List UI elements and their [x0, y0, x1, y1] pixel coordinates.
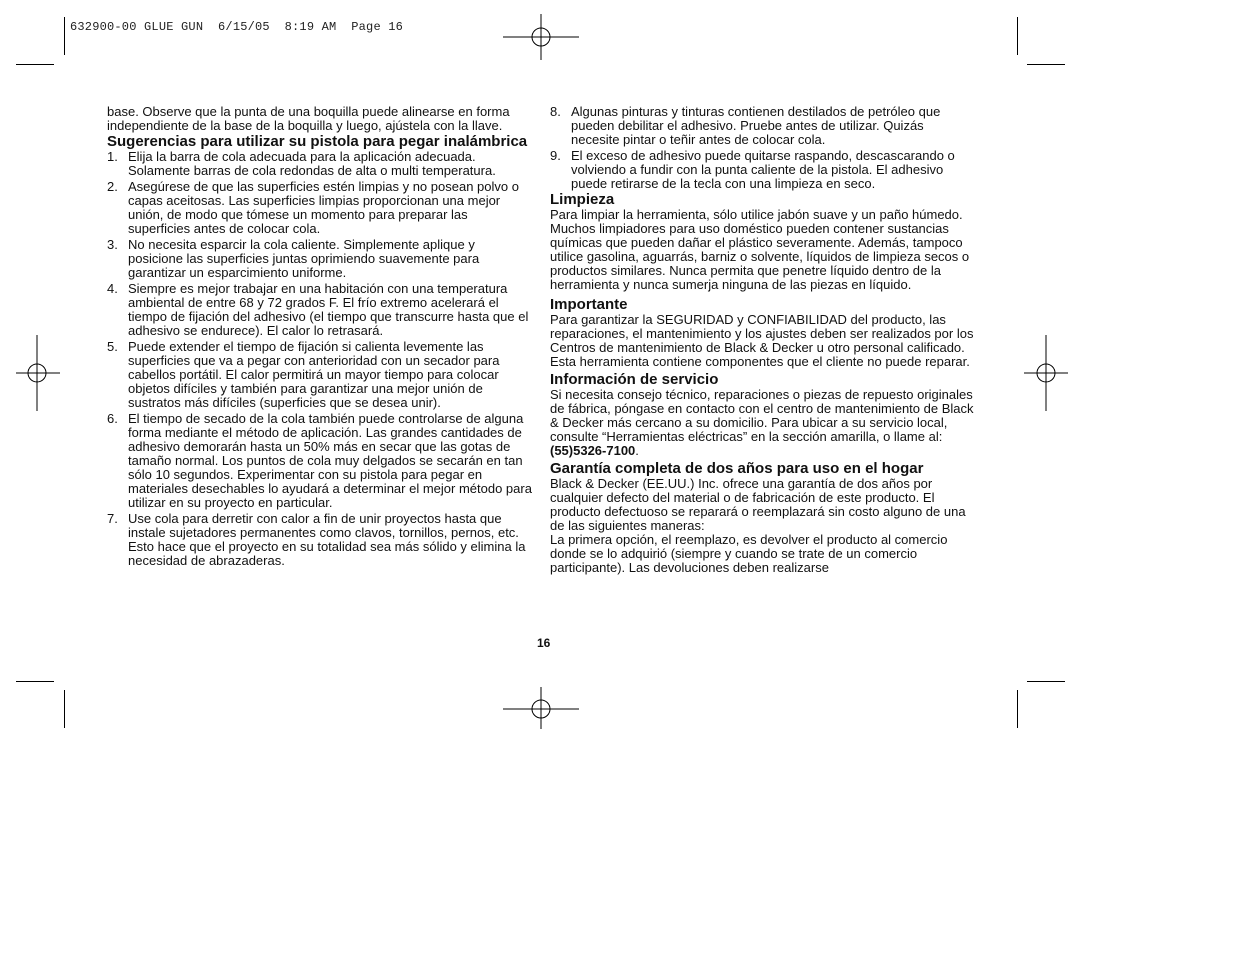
list-item: 3. No necesita esparcir la cola caliente. Simplemente aplique y posicione las superficies juntas oprimiendo suavemente para garantizar un esparcimiento uniforme. [107, 237, 480, 280]
crop-mark [16, 64, 54, 65]
list-item: 4. Siempre es mejor trabajar en una habitación con una temperatura ambiental de entre 68 y 72 grados F. El frío extremo acelerará el tiempo de fijación del adhesivo (el tiempo que transcurre hasta que el adhesivo se endurece). El calor lo retrasará. [107, 281, 529, 338]
list-item: 1. Elija la barra de cola adecuada para la aplicación adecuada. Solamente barras de cola redondas de alta o multi temperatura. [107, 149, 496, 178]
warranty-heading: Garantía completa de dos años para uso en el hogar [550, 460, 924, 477]
registration-mark-icon [1008, 335, 1084, 411]
cleaning-heading: Limpieza [550, 191, 615, 208]
cleaning-paragraph: Para limpiar la herramienta, sólo utilice jabón suave y un paño húmedo. Muchos limpiadores para uso doméstico pueden contener sustancias químicas que pueden dañar el plástico severamente. Además, tampoco utilice gasolina, aguarrás, barniz o solvente, líquidos de limpieza secos o productos similares. Nunca permita que penetre líquido dentro de la herramienta y nunca sumerja ninguna de las piezas en líquido. [550, 207, 970, 292]
registration-mark-icon [503, 0, 579, 76]
crop-mark [64, 17, 65, 55]
crop-mark [1027, 64, 1065, 65]
warranty-paragraph: Black & Decker (EE.UU.) Inc. ofrece una garantía de dos años por cualquier defecto del material o de fabricación de este producto. El producto defectuoso se reparará o reemplazará sin costo alguno de una de las siguientes maneras: [550, 476, 966, 533]
intro-paragraph: base. Observe que la punta de una boquilla puede alinearse en forma independiente de la base de la boquilla y luego, ajústela con la llave. [107, 104, 510, 133]
tips-list-continued [550, 105, 975, 191]
list-item: 6. El tiempo de secado de la cola también puede controlarse de alguna forma mediante el método de aplicación. Las grandes cantidades de adhesivo demorarán hasta un 50% más en secar que las gotas de tamaño normal. Los puntos de cola muy delgados se secarán en tan sólo 10 segundos. Experimentar con su pistola para pegar en materiales desechables lo ayudará a determinar el mejor método para utilizar en su proyecto en particular. [107, 411, 532, 510]
list-item: 5. Puede extender el tiempo de fijación si calienta levemente las superficies que va a pegar con anterioridad con un secador para cabellos portátil. El calor permitirá un mayor tiempo para colocar objetos difíciles y también para garantizar una mejor unión de sustratos más difíciles (superficies que se desea unir). [107, 339, 500, 410]
crop-mark [16, 681, 54, 682]
service-heading: Información de servicio [550, 371, 719, 388]
crop-mark [64, 690, 65, 728]
registration-mark-icon [503, 673, 579, 749]
tips-list [107, 150, 532, 568]
list-item: 7. Use cola para derretir con calor a fin de unir proyectos hasta que instale sujetadores permanentes como clavos, tornillos, pernos, etc. Esto hace que el proyecto en su totalidad sea más sólido y elimina la necesidad de abrazaderas. [107, 511, 526, 568]
service-paragraph: Si necesita consejo técnico, reparaciones o piezas de repuesto originales de fábrica, póngase en contacto con el centro de mantenimiento de Black & Decker más cercano a su domicilio. Para ubicar a su servicio local, consulte “Herramientas eléctricas” en la sección amarilla, o llame al: (55)5326-7100. [550, 387, 974, 458]
list-item: 8. Algunas pinturas y tinturas contienen destilados de petróleo que pueden debilitar el adhesivo. Pruebe antes de utilizar. Quizás necesite pintar o teñir antes de colocar cola. [550, 104, 941, 147]
registration-mark-icon [0, 335, 76, 411]
important-heading: Importante [550, 296, 628, 313]
printer-slug: 632900-00 GLUE GUN 6/15/05 8:19 AM Page 16 [70, 20, 404, 34]
warranty-paragraph-2: La primera opción, el reemplazo, es devolver el producto al comercio donde se lo adquirió (siempre y cuando se trate de un comercio participante). Las devoluciones deben realizarse [550, 532, 948, 575]
left-column [107, 105, 532, 568]
tips-heading: Sugerencias para utilizar su pistola para pegar inalámbrica [107, 133, 528, 150]
page-number: 16 [537, 636, 551, 650]
service-phone: (55)5326-7100 [550, 443, 636, 458]
crop-mark [1017, 690, 1018, 728]
list-item: 9. El exceso de adhesivo puede quitarse raspando, descascarando o volviendo a fundir con la punta caliente de la pistola. El adhesivo puede retirarse de la tecla con una limpieza en seco. [550, 148, 955, 191]
right-column [550, 105, 975, 575]
list-item: 2. Asegúrese de que las superficies estén limpias y no posean polvo o capas aceitosas. Las superficies limpias proporcionan una mejor unión, de modo que tómese un momento para preparar las superficies antes de colocar cola. [107, 179, 519, 236]
crop-mark [1017, 17, 1018, 55]
crop-mark [1027, 681, 1065, 682]
important-paragraph: Para garantizar la SEGURIDAD y CONFIABILIDAD del producto, las reparaciones, el mantenimiento y los ajustes deben ser realizados por los Centros de mantenimiento de Black & Decker u otro personal calificado. Esta herramienta contiene componentes que el cliente no puede reparar. [550, 312, 974, 369]
